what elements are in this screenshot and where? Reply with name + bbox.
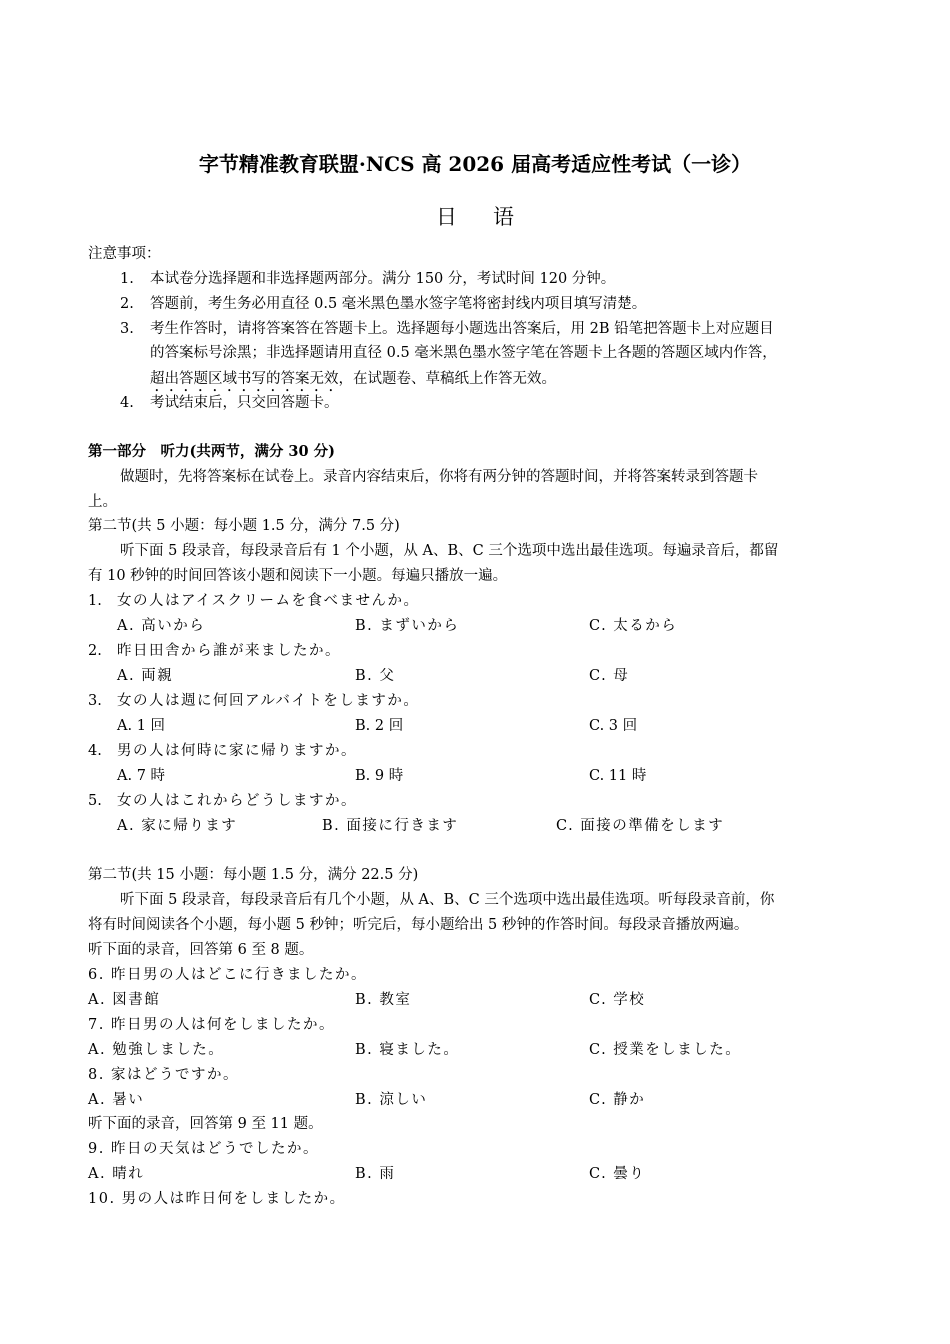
question-2-text: 昨日田舎から誰が来ましたか。 xyxy=(117,643,341,659)
question-4-option-c: C. 11 時 xyxy=(589,768,647,784)
question-7-option-a: A. 勉強しました。 xyxy=(88,1042,225,1058)
section2-desc-line1: 听下面 5 段录音，每段录音后有几个小题，从 A、B、C 三个选项中选出最佳选项。听每段录音前，你 xyxy=(120,892,775,908)
question-7-text: 7. 昨日男の人は何をしましたか。 xyxy=(88,1017,335,1033)
question-2-num: 2. xyxy=(88,643,102,659)
question-6-text: 6. 昨日男の人はどこに行きましたか。 xyxy=(88,967,367,983)
question-10-text: 10. 男の人は昨日何をしましたか。 xyxy=(88,1191,346,1207)
question-7-option-c: C. 授業をしました。 xyxy=(589,1042,742,1058)
question-2-option-b: B. 父 xyxy=(355,668,396,684)
question-7-option-b: B. 寝ました。 xyxy=(355,1042,460,1058)
group-instruction-1: 听下面的录音，回答第 6 至 8 题。 xyxy=(88,942,314,958)
question-3-num: 3. xyxy=(88,693,102,709)
exam-title: 字节精准教育联盟·NCS 高 2026 届高考适应性考试（一诊） xyxy=(198,152,752,176)
question-1-option-a: A. 高いから xyxy=(117,618,206,634)
question-5-option-a: A. 家に帰ります xyxy=(117,818,238,834)
question-9-option-a: A. 晴れ xyxy=(88,1166,145,1182)
question-9-option-c: C. 曇り xyxy=(589,1166,646,1182)
question-6-option-a: A. 図書館 xyxy=(88,992,161,1008)
section2-heading: 第二节(共 15 小题：每小题 1.5 分，满分 22.5 分) xyxy=(88,867,419,883)
notice-item-3-line1: 考生作答时，请将答案答在答题卡上。选择题每小题选出答案后，用 2B 铅笔把答题卡上对应题目 xyxy=(150,321,774,337)
question-8-text: 8. 家はどうですか。 xyxy=(88,1067,239,1083)
notice-item-2: 答题前，考生务必用直径 0.5 毫米黑色墨水签字笔将密封线内项目填写清楚。 xyxy=(150,296,647,312)
question-3-option-b: B. 2 回 xyxy=(355,718,404,734)
notice-num-3: 3. xyxy=(120,321,134,337)
question-5-option-c: C. 面接の準備をします xyxy=(556,818,725,834)
group-instruction-2: 听下面的录音，回答第 9 至 11 题。 xyxy=(88,1116,323,1132)
question-9-option-b: B. 雨 xyxy=(355,1166,396,1182)
comma: ， xyxy=(338,371,353,387)
question-5-text: 女の人はこれからどうしますか。 xyxy=(117,793,357,809)
question-4-option-a: A. 7 時 xyxy=(117,768,166,784)
notice-item-3-line2: 的答案标号涂黑；非选择题请用直径 0.5 毫米黑色墨水签字笔在答题卡上各题的答题区域内作答， xyxy=(150,345,777,361)
notice-item-4: 考试结束后，只交回答题卡。 xyxy=(150,395,339,411)
section1-desc-line2: 有 10 秒钟的时间回答该小题和阅读下一小题。每遍只播放一遍。 xyxy=(88,568,508,584)
notice-item-1: 本试卷分选择题和非选择题两部分。满分 150 分，考试时间 120 分钟。 xyxy=(150,271,616,287)
question-5-num: 5. xyxy=(88,793,102,809)
notice-num-2: 2. xyxy=(120,296,134,312)
part1-heading: 第一部分 听力(共两节，满分 30 分) xyxy=(88,443,335,460)
section2-desc-line2: 将有时间阅读各个小题，每小题 5 秒钟；听完后，每小题给出 5 秒钟的作答时间。每段录音播放两遍。 xyxy=(88,917,749,933)
question-1-option-b: B. まずいから xyxy=(355,618,460,634)
notice-item-3-line3 xyxy=(150,368,556,395)
question-6-option-c: C. 学校 xyxy=(589,992,646,1008)
question-8-option-c: C. 静か xyxy=(589,1092,646,1108)
emphasis-text-2: 在试题卷、草稿纸上作答无效 xyxy=(353,371,542,387)
question-8-option-b: B. 涼しい xyxy=(355,1092,428,1108)
part1-intro-line2: 上。 xyxy=(88,494,117,510)
question-5-option-b: B. 面接に行きます xyxy=(322,818,459,834)
part1-intro-line1: 做题时，先将答案标在试卷上。录音内容结束后，你将有两分钟的答题时间，并将答案转录到答题卡 xyxy=(120,469,758,485)
question-1-text: 女の人はアイスクリームを食べませんか。 xyxy=(117,593,420,609)
notice-num-1: 1. xyxy=(120,271,134,287)
period: 。 xyxy=(541,371,556,387)
question-2-option-a: A. 両親 xyxy=(117,668,174,684)
notice-heading: 注意事项： xyxy=(88,246,161,262)
question-3-option-a: A. 1 回 xyxy=(117,718,166,734)
question-4-num: 4. xyxy=(88,743,102,759)
question-4-option-b: B. 9 時 xyxy=(355,768,404,784)
emphasis-text-1: 超出答题区域书写的答案无效 xyxy=(150,371,339,387)
question-6-option-b: B. 教室 xyxy=(355,992,412,1008)
subject-title: 日语 xyxy=(436,205,550,229)
question-9-text: 9. 昨日の天気はどうでしたか。 xyxy=(88,1141,319,1157)
section1-heading: 第二节(共 5 小题：每小题 1.5 分，满分 7.5 分) xyxy=(88,518,400,534)
question-8-option-a: A. 暑い xyxy=(88,1092,145,1108)
question-1-option-c: C. 太るから xyxy=(589,618,678,634)
question-3-text: 女の人は週に何回アルバイトをしますか。 xyxy=(117,693,420,709)
question-2-option-c: C. 母 xyxy=(589,668,630,684)
question-4-text: 男の人は何時に家に帰りますか。 xyxy=(117,743,357,759)
question-3-option-c: C. 3 回 xyxy=(589,718,638,734)
section1-desc-line1: 听下面 5 段录音，每段录音后有 1 个小题，从 A、B、C 三个选项中选出最佳选项。每遍录音后，都留 xyxy=(120,543,779,559)
question-1-num: 1. xyxy=(88,593,102,609)
notice-num-4: 4. xyxy=(120,395,134,411)
